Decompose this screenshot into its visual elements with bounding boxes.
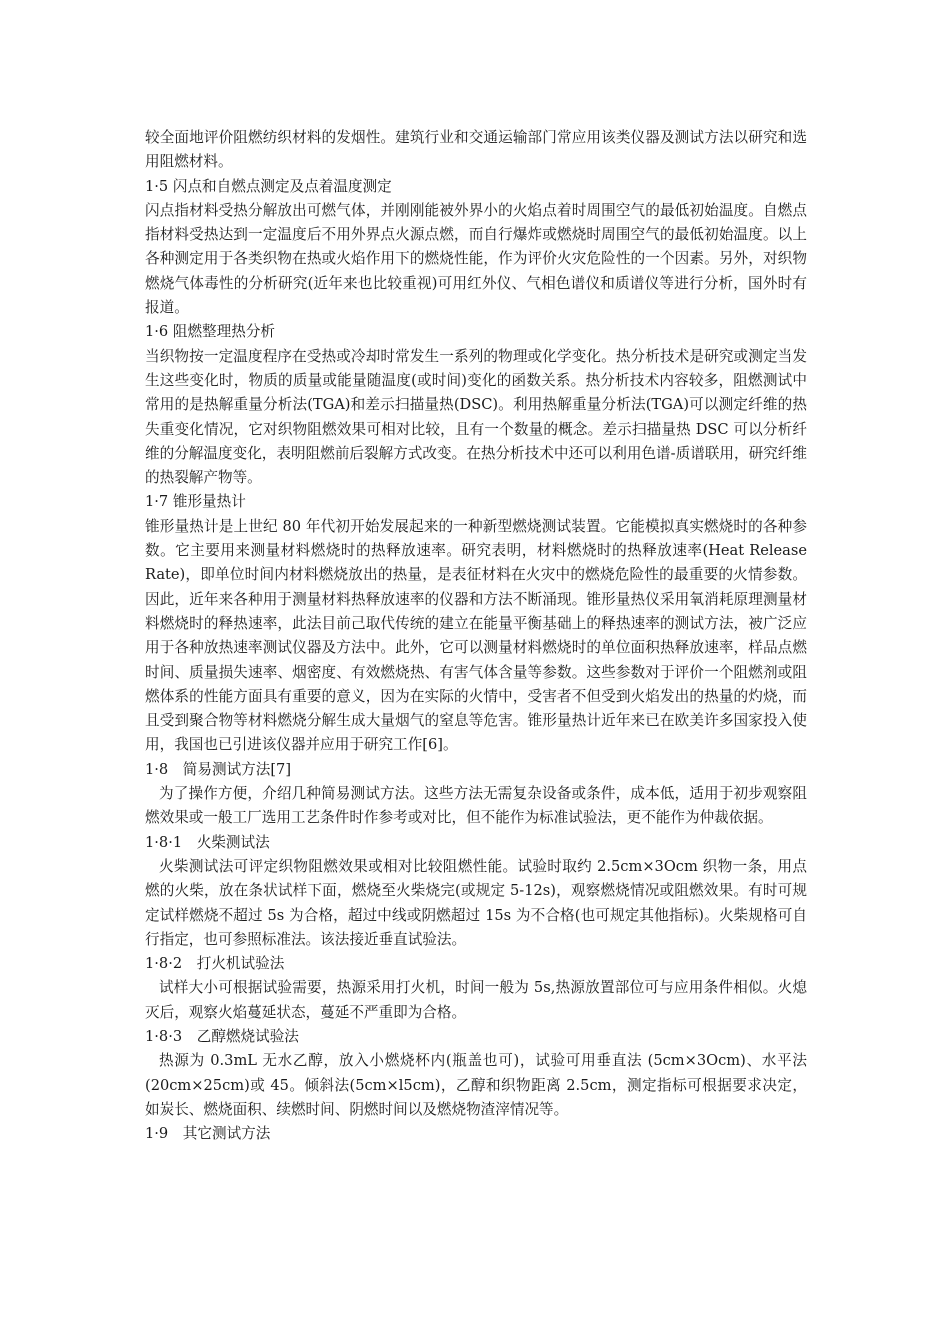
heading-1-9-other-tests: 1·9 其它测试方法 <box>145 1125 271 1143</box>
paragraph-simple-tests: 为了操作方便，介绍几种简易测试方法。这些方法无需复杂设备或条件，成本低，适用于初步观察阻燃效果或一般工厂选用工艺条件时作参考或对比，但不能作为标准试验法，更不能作为仲裁依据。 <box>145 785 807 827</box>
heading-1-6-thermal-analysis: 1·6 阻燃整理热分析 <box>145 323 276 341</box>
paragraph-smoke-evaluation: 较全面地评价阻燃纺织材料的发烟性。建筑行业和交通运输部门常应用该类仪器及测试方法以研究和选用阻燃材料。 <box>145 129 807 171</box>
paragraph-lighter-test: 试样大小可根据试验需要，热源采用打火机，时间一般为 5s,热源放置部位可与应用条件相似。火熄灭后，观察火焰蔓延状态，蔓延不严重即为合格。 <box>145 979 807 1021</box>
heading-1-8-2-lighter-test: 1·8·2 打火机试验法 <box>145 955 285 973</box>
paragraph-ethanol-test: 热源为 0.3mL 无水乙醇，放入小燃烧杯内(瓶盖也可)，试验可用垂直法 (5cm×3Ocm)、水平法(20cm×25cm)或 45。倾斜法(5cm×l5cm)，乙醇和织物距离 2.5cm，测定指标可根据要求决定，如炭长、燃烧面积、续燃时间、阴燃时间以及燃烧物渣滓情况等。 <box>145 1052 807 1118</box>
heading-1-5-flash-point: 1·5 闪点和自燃点测定及点着温度测定 <box>145 177 392 195</box>
paragraph-flash-point: 闪点指材料受热分解放出可燃气体，并刚刚能被外界小的火焰点着时周围空气的最低初始温度。自燃点指材料受热达到一定温度后不用外界点火源点燃，而自行爆炸或燃烧时周围空气的最低初始温度。以上各种测定用于各类织物在热或火焰作用下的燃烧性能，作为评价火灾危险性的一个因素。另外，对织物燃烧气体毒性的分析研究(近年来也比较重视)可用红外仪、气相色谱仪和质谱仪等进行分析，国外时有报道。 <box>145 201 807 317</box>
paragraph-thermal-analysis: 当织物按一定温度程序在受热或冷却时常发生一系列的物理或化学变化。热分析技术是研究或测定当发生这些变化时，物质的质量或能量随温度(或时间)变化的函数关系。热分析技术内容较多，阻燃测试中常用的是热解重量分析法(TGA)和差示扫描量热(DSC)。利用热解重量分析法(TGA)可以测定纤维的热失重变化情况，它对织物阻燃效果可相对比较，且有一个数量的概念。差示扫描量热 DSC 可以分析纤维的分解温度变化，表明阻燃前后裂解方式改变。在热分析技术中还可以利用色谱-质谱联用，研究纤维的热裂解产物等。 <box>145 347 807 487</box>
paragraph-cone-calorimeter: 锥形量热计是上世纪 80 年代初开始发展起来的一种新型燃烧测试装置。它能模拟真实燃烧时的各种参数。它主要用来测量材料燃烧时的热释放速率。研究表明，材料燃烧时的热释放速率(Heat Release Rate)，即单位时间内材料燃烧放出的热量，是表征材料在火灾中的燃烧危险性的最重要的火情参数。因此，近年来各种用于测量材料热释放速率的仪器和方法不断涌现。锥形量热仪采用氧消耗原理测量材料燃烧时的释热速率，此法目前己取代传统的建立在能量平衡基础上的释热速率的测试方法，被广泛应用于各种放热速率测试仪器及方法中。此外，它可以测量材料燃烧时的单位面积热释放速率，样品点燃时间、质量损失速率、烟密度、有效燃烧热、有害气体含量等参数。这些参数对于评价一个阻燃剂或阻燃体系的性能方面具有重要的意义，因为在实际的火情中，受害者不但受到火焰发出的热量的灼烧，而且受到聚合物等材料燃烧分解生成大量烟气的窒息等危害。锥形量热计近年来已在欧美许多国家投入使用，我国也已引进该仪器并应用于研究工作[6]。 <box>145 517 807 754</box>
heading-1-8-1-match-test: 1·8·1 火柴测试法 <box>145 833 270 851</box>
heading-1-8-3-ethanol-test: 1·8·3 乙醇燃烧试验法 <box>145 1027 299 1045</box>
document-body <box>145 126 807 1146</box>
paragraph-match-test: 火柴测试法可评定织物阻燃效果或相对比较阻燃性能。试验时取约 2.5cm×3Ocm 织物一条，用点燃的火柴，放在条状试样下面，燃烧至火柴烧完(或规定 5-12s)，观察燃烧情况或阻燃效果。有时可规定试样燃烧不超过 5s 为合格，超过中线或阴燃超过 15s 为不合格(也可规定其他指标)。火柴规格可自行指定，也可参照标准法。该法接近垂直试验法。 <box>145 857 807 948</box>
heading-1-8-simple-tests: 1·8 简易测试方法[7] <box>145 760 292 778</box>
heading-1-7-cone-calorimeter: 1·7 锥形量热计 <box>145 493 246 511</box>
